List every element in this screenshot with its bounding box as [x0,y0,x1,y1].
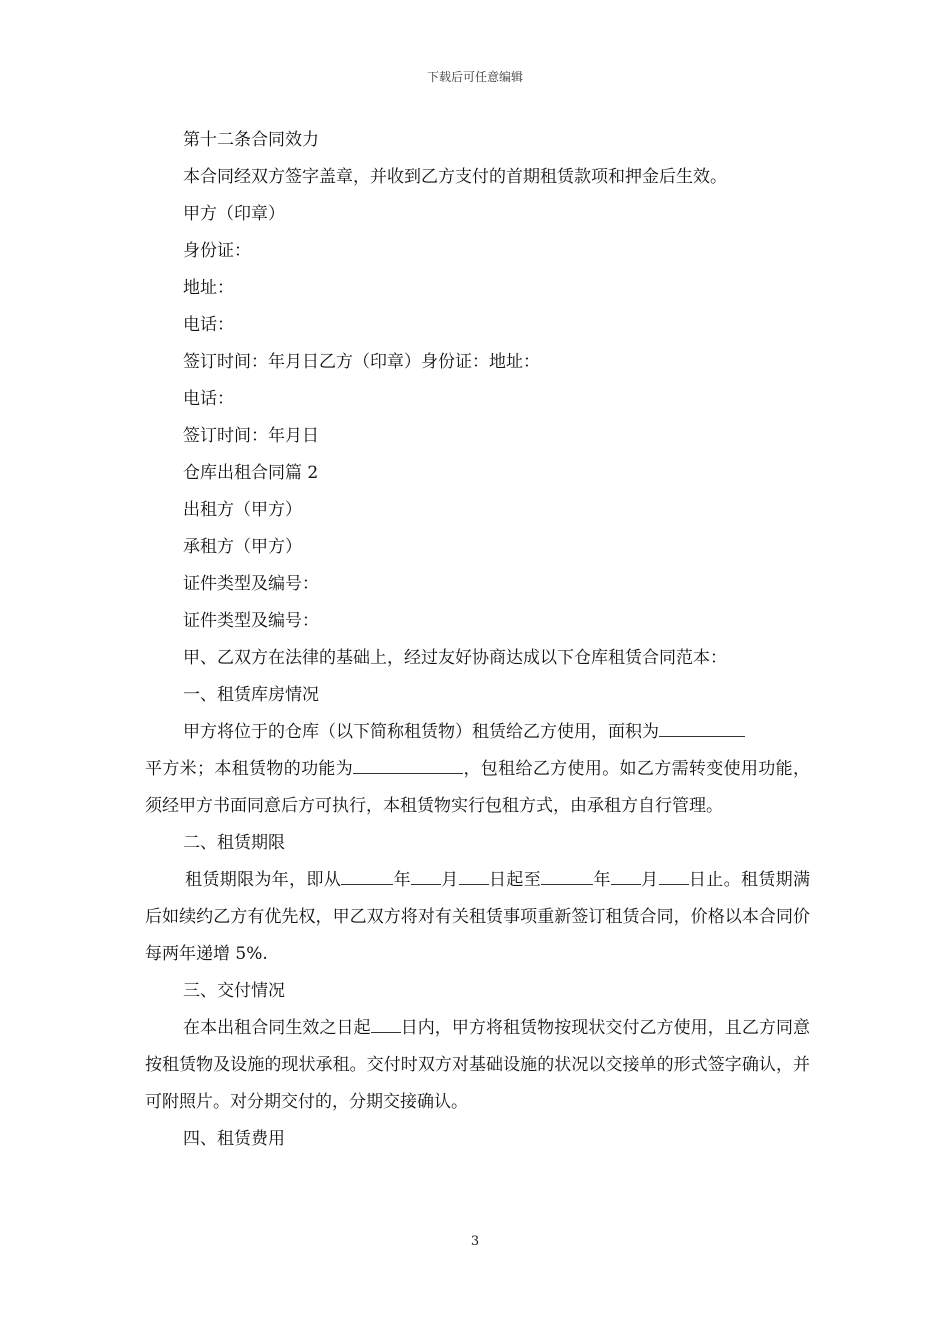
clause-heading: 二、租赁期限 [183,833,285,853]
fill-blank [659,867,689,885]
article-title: 第十二条合同效力 [183,130,319,150]
text-span: 平方米；本租赁物的功能为 [145,759,354,779]
fill-blank [541,867,593,885]
text-line: 电话： [183,389,234,409]
text-line: 签订时间：年月日乙方（印章）身份证：地址： [183,352,540,372]
text-span: 日内，甲方将租赁物按现状交付乙方使用，且乙方同意按租赁物及设施的现状承租。交付时双方对基础设施的状况以交接单的形式签字确认，并可附照片。对分期交付的，分期交接确认。 [145,1018,811,1112]
text-span: 年 [593,870,611,890]
text-line: 出租方（甲方） [183,500,302,520]
fill-blank [659,719,745,737]
fill-blank [341,867,393,885]
document-body [145,122,810,1158]
fill-blank [411,867,441,885]
text-line: 签订时间：年月日 [183,426,319,446]
clause-paragraph [145,1010,810,1121]
text-span: 日止。租赁期满后如续约乙方有优先权，甲乙双方将对有关租赁事项重新签订租赁合同，价格以本合同价每两年递增 5%. [145,870,811,964]
text-span: 月 [640,870,659,890]
section-title: 仓库出租合同篇 2 [183,463,319,483]
text-line: 地址： [183,278,234,298]
clause-paragraph [145,714,810,825]
text-span: 年 [393,870,411,890]
text-line: 甲、乙双方在法律的基础上，经过友好协商达成以下仓库租赁合同范本： [183,648,727,668]
text-span: 甲方将位于的仓库（以下简称租赁物）租赁给乙方使用，面积为 [183,722,659,742]
text-span: 日起至 [488,870,542,890]
text-span: 在本出租合同生效之日起 [183,1018,371,1038]
fill-blank [371,1015,401,1033]
text-line: 证件类型及编号： [183,611,319,631]
text-line: 甲方（印章） [183,204,285,224]
text-span: 租赁期限为年，即从 [185,870,342,890]
clause-heading: 三、交付情况 [183,981,285,1001]
fill-blank [459,867,489,885]
text-line: 证件类型及编号： [183,574,319,594]
text-line: 身份证： [183,241,251,261]
clause-heading: 一、租赁库房情况 [183,685,319,705]
fill-blank [353,756,463,774]
clause-heading: 四、租赁费用 [183,1129,285,1149]
clause-paragraph [145,862,810,973]
text-line: 承租方（甲方） [183,537,302,557]
text-line: 电话： [183,315,234,335]
text-span: 月 [440,870,459,890]
page-header: 下载后可任意编辑 [426,70,523,84]
fill-blank [611,867,641,885]
page-number: 3 [470,1234,480,1249]
text-span: ，包租给乙方使用。如乙方需转变使用功能，须经甲方书面同意后方可执行，本租赁物实行包租方式，由承租方自行管理。 [145,759,810,816]
text-line: 本合同经双方签字盖章，并收到乙方支付的首期租赁款项和押金后生效。 [183,167,727,187]
